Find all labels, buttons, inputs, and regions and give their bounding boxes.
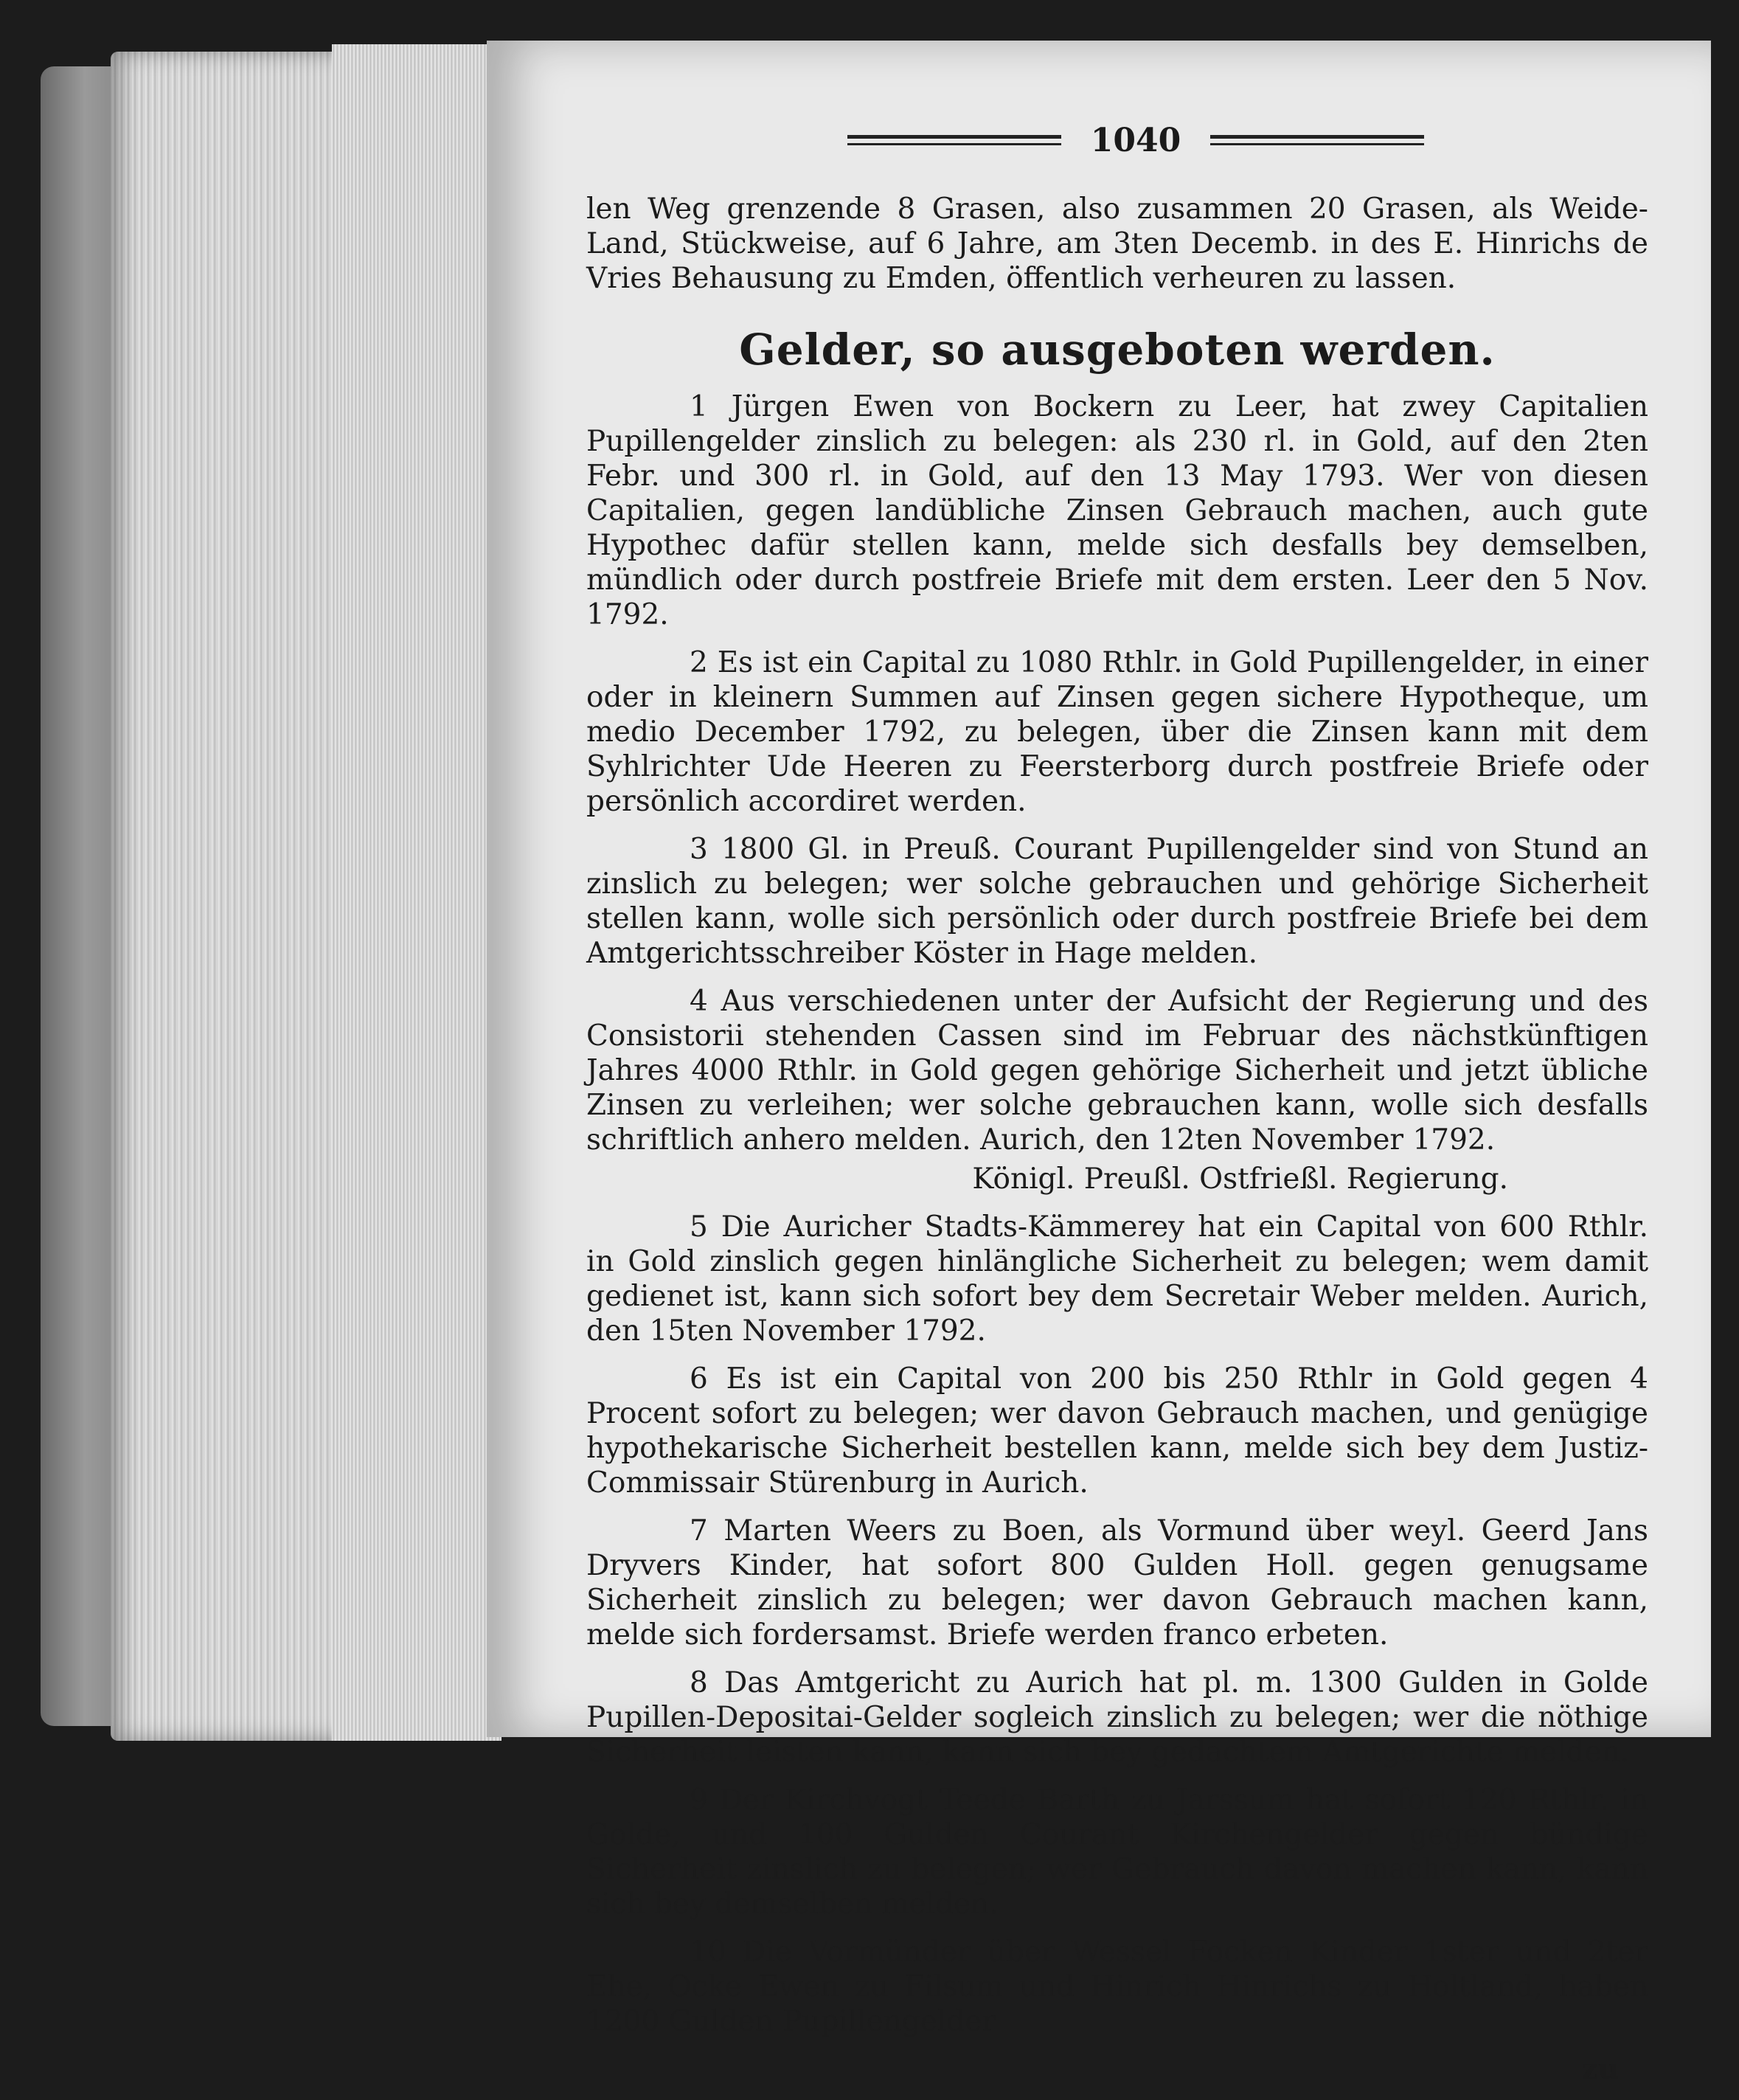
section-heading: Gelder, so ausgeboten werden.: [739, 325, 1496, 375]
entry-paragraph: 8 Das Amtgericht zu Aurich hat pl. m. 1300 Gulden in Golde Pupillen-Depositai-Gelder sogleich zinslich zu belegen; wer die nöthige Sicherheit leisten kann, kann sich bey gedachtem Amtgerichte melden.: [586, 1666, 1648, 1769]
signature-line: Königl. Preußl. Ostfrießl. Regierung.: [972, 1162, 1508, 1196]
book-page-edge: [332, 44, 501, 1741]
page-number: 1040: [1090, 121, 1181, 159]
entry-paragraph: 10 Die Vormünder über Wessel Focken Kinder 1ster und 2ter Ehe, Ocke Ewen zu Filsum und Hinrich Hinrichs zu Holtland, haben 1200 Gulden Pupillengelder: [586, 1936, 1648, 2038]
entry-paragraph: 6 Es ist ein Capital von 200 bis 250 Rthlr in Gold gegen 4 Procent sofort zu belegen; wer davon Gebrauch machen, und genügige hypothekarische Sicherheit bestellen kann, melde sich bey dem Justiz-Commissair Stürenburg in Aurich.: [586, 1362, 1648, 1500]
entry-paragraph: 1 Jürgen Ewen von Bockern zu Leer, hat zwey Capitalien Pupillengelder zinslich zu belegen: als 230 rl. in Gold, auf den 2ten Febr. und 300 rl. in Gold, auf den 13 May 1793. Wer von diesen Capitalien, gegen landübliche Zinsen Gebrauch machen, auch gute Hypothec dafür stellen kann, melde sich desfalls bey demselben, mündlich oder durch postfreie Briefe mit dem ersten. Leer den 5 Nov. 1792.: [586, 390, 1648, 631]
entry-paragraph: 5 Die Auricher Stadts-Kämmerey hat ein Capital von 600 Rthlr. in Gold zinslich gegen hinlängliche Sicherheit zu belegen; wem damit gedienet ist, kann sich sofort bey dem Secretair Weber melden. Aurich, den 15ten November 1792.: [586, 1210, 1648, 1348]
entry-paragraph: 3 1800 Gl. in Preuß. Courant Pupillengelder sind von Stund an zinslich zu belegen; wer solche gebrauchen und gehörige Sicherheit stellen kann, wolle sich persönlich oder durch postfreie Briefe bei dem Amtgerichtsschreiber Köster in Hage melden.: [586, 833, 1648, 970]
page-text: [586, 192, 1648, 2100]
header-rule-left: [847, 135, 1061, 145]
header-rule-right: [1210, 135, 1424, 145]
entry-paragraph: 7 Marten Weers zu Boen, als Vormund über weyl. Geerd Jans Dryvers Kinder, hat sofort 800 Gulden Holl. gegen genugsame Sicherheit zinslich zu belegen; wer davon Gebrauch machen kann, melde sich fordersamst. Briefe werden franco erbeten.: [586, 1514, 1648, 1652]
entry-paragraph: 4 Aus verschiedenen unter der Aufsicht der Regierung und des Consistorii stehenden Cassen sind im Februar des nächstkünftigen Jahres 4000 Rthlr. in Gold gegen gehörige Sicherheit und jetzt übliche Zinsen zu verleihen; wer solche gebrauchen kann, wolle sich desfalls schriftlich anhero melden. Aurich, den 12ten November 1792.: [586, 985, 1648, 1157]
entry-paragraph: 2 Es ist ein Capital zu 1080 Rthlr. in Gold Pupillengelder, in einer oder in kleinern Summen auf Zinsen gegen sichere Hypotheque, um medio December 1792, zu belegen, über die Zinsen kann mit dem Syhlrichter Ude Heeren zu Feersterborg durch postfreie Briefe oder persönlich accordiret werden.: [586, 646, 1648, 818]
catchword: zu: [1581, 2052, 1619, 2086]
entry-paragraph: 9 Der Kirchvogt Teede Barth zu Jarssum hat sofort 120 Rthlr. in Golde, und 100 Gulden Courant Kirchengelder gegen bündige Sicherheit zinslich zu belegen; wer Gebrauch davon machen kann, kann sich bey demselben melden.: [586, 1784, 1648, 1921]
continuation-paragraph: len Weg grenzende 8 Grasen, also zusammen 20 Grasen, als Weide-Land, Stückweise, auf 6 Jahre, am 3ten Decemb. in des E. Hinrichs de Vries Behausung zu Emden, öffentlich verheuren zu lassen.: [586, 193, 1648, 295]
page-header: [841, 118, 1431, 162]
